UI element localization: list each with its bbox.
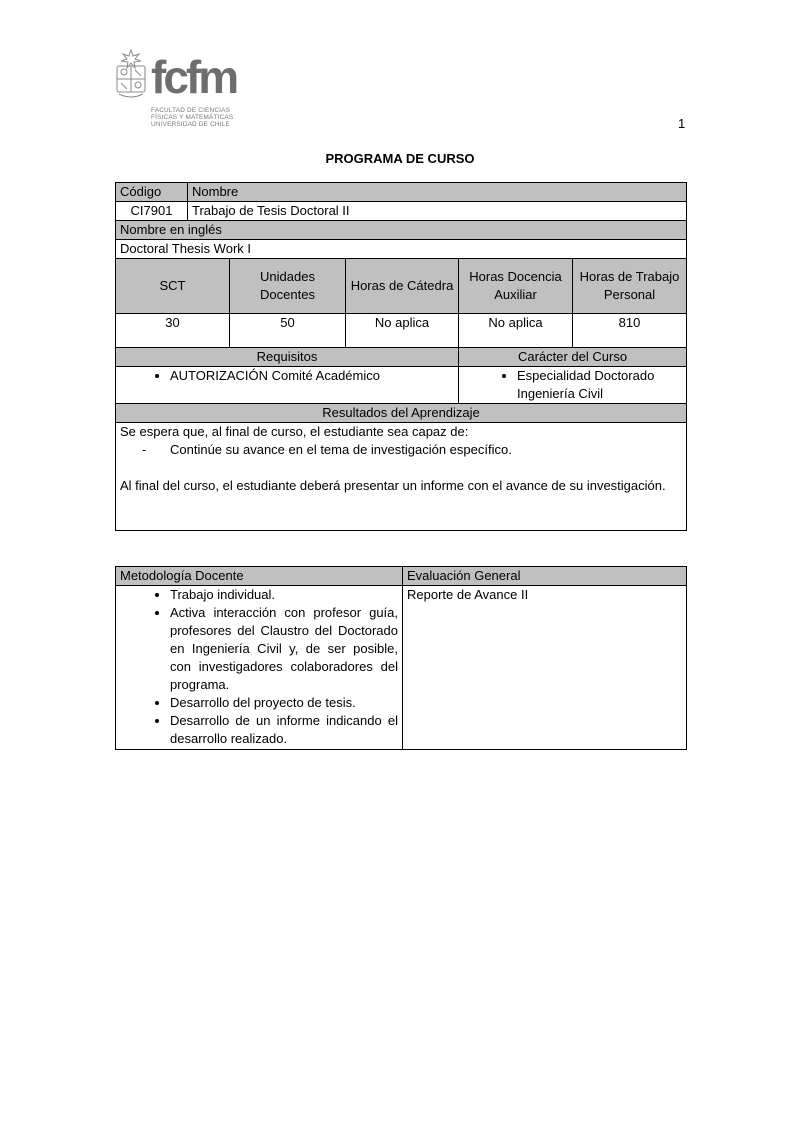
- english-name-label: Nombre en inglés: [116, 221, 687, 240]
- evaluacion-value: Reporte de Avance II: [403, 586, 687, 750]
- requisito-item: • AUTORIZACIÓN Comité Académico: [170, 367, 454, 385]
- name-label: Nombre: [188, 183, 687, 202]
- resultados-item: - Continúe su avance en el tema de investigación específico.: [142, 441, 682, 459]
- code-label: Código: [116, 183, 188, 202]
- resultados-intro: Se espera que, al final de curso, el estudiante sea capaz de:: [120, 424, 469, 439]
- value-sct: 30: [116, 314, 230, 348]
- column-unidades-docentes: Unidades Docentes: [230, 259, 346, 314]
- metodologia-item: • Trabajo individual.: [170, 586, 398, 604]
- page-number: 1: [678, 116, 686, 131]
- value-horas-docencia-auxiliar: No aplica: [459, 314, 573, 348]
- resultados-cell: [116, 423, 687, 531]
- metodologia-item: • Desarrollo de un informe indicando el desarrollo realizado.: [170, 712, 398, 748]
- value-horas-trabajo-personal: 810: [573, 314, 687, 348]
- document-title: PROGRAMA DE CURSO: [325, 151, 475, 166]
- resultados-label: Resultados del Aprendizaje: [116, 404, 687, 423]
- caracter-item: • Especialidad Doctorado Ingeniería Civil: [517, 367, 682, 403]
- column-sct: SCT: [116, 259, 230, 314]
- evaluacion-label: Evaluación General: [403, 567, 687, 586]
- metodologia-item: • Activa interacción con profesor guía, profesores del Claustro del Doctorado en Ingeniería Civil y, de ser posible, con investigadores colaboradores del programa.: [170, 604, 398, 694]
- metodologia-label: Metodología Docente: [116, 567, 403, 586]
- requisitos-cell: [116, 367, 459, 404]
- requisitos-label: Requisitos: [116, 348, 459, 367]
- value-horas-catedra: No aplica: [346, 314, 459, 348]
- resultados-closing: Al final del curso, el estudiante deberá presentar un informe con el avance de su investigación.: [120, 478, 666, 493]
- logo-wordmark: fcfm: [151, 51, 237, 103]
- english-name: Doctoral Thesis Work I: [116, 240, 687, 259]
- caracter-label: Carácter del Curso: [459, 348, 687, 367]
- course-table: [115, 182, 687, 531]
- university-seal-icon: [113, 48, 149, 100]
- value-unidades-docentes: 50: [230, 314, 346, 348]
- course-code: CI7901: [116, 202, 188, 221]
- caracter-cell: [459, 367, 687, 404]
- logo-subtitle: FACULTAD DE CIENCIAS FÍSICAS Y MATEMÁTICAS UNIVERSIDAD DE CHILE: [151, 107, 234, 128]
- column-horas-trabajo-personal: Horas de Trabajo Personal: [573, 259, 687, 314]
- methodology-table: [115, 566, 687, 750]
- fcfm-logo: [113, 48, 243, 130]
- course-name: Trabajo de Tesis Doctoral II: [188, 202, 687, 221]
- metodologia-item: • Desarrollo del proyecto de tesis.: [170, 694, 398, 712]
- column-horas-catedra: Horas de Cátedra: [346, 259, 459, 314]
- column-horas-docencia-auxiliar: Horas Docencia Auxiliar: [459, 259, 573, 314]
- metodologia-cell: [116, 586, 403, 750]
